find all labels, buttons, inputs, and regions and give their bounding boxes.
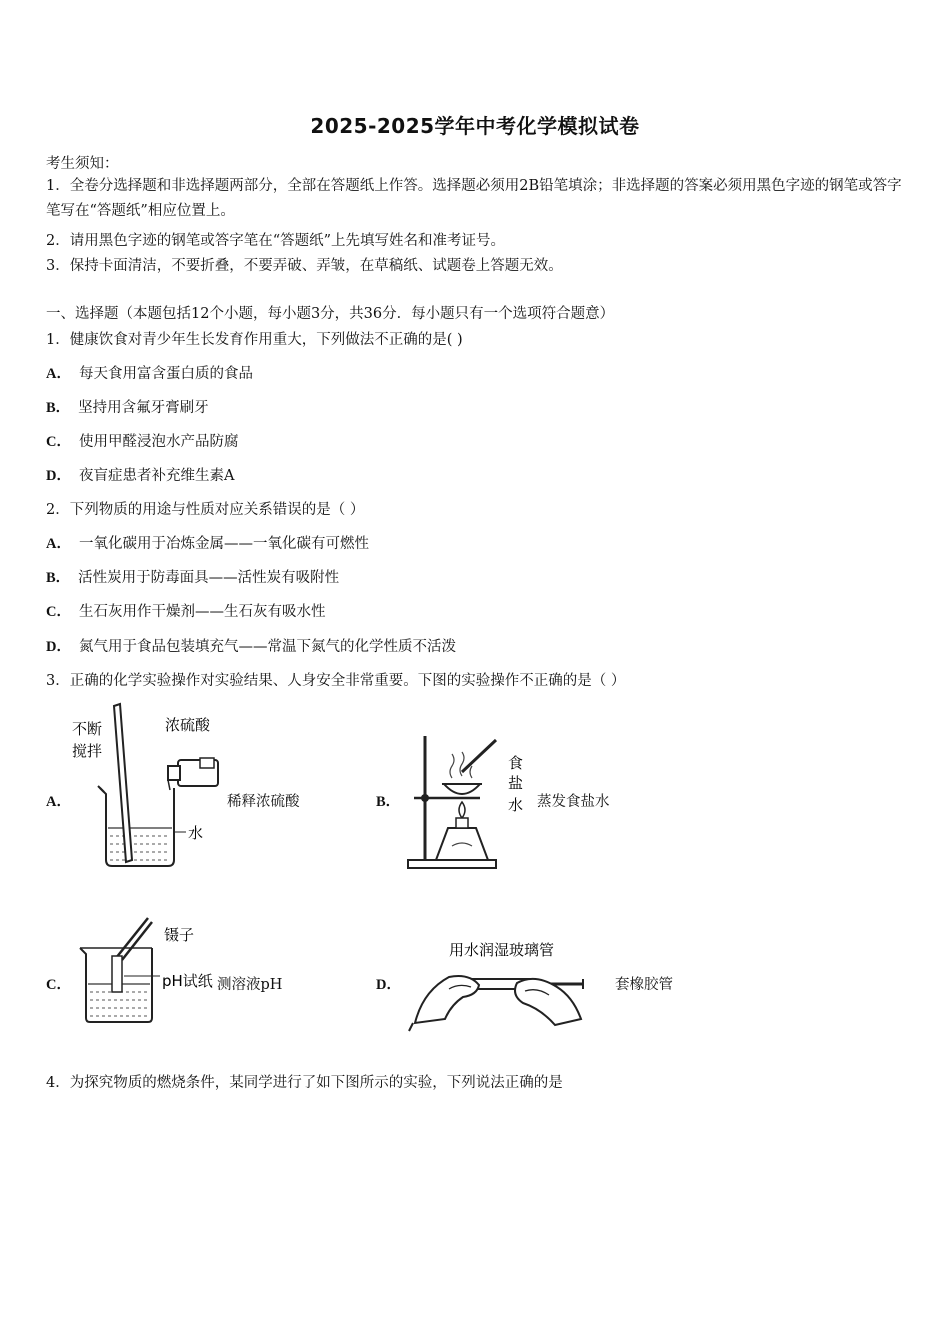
section-heading: 一、选择题（本题包括12个小题，每小题3分，共36分．每小题只有一个选项符合题意） bbox=[46, 306, 615, 322]
option-text: 一氧化碳用于冶炼金属——一氧化碳有可燃性 bbox=[78, 536, 369, 552]
question-2-stem: 2．下列物质的用途与性质对应关系错误的是（ ） bbox=[46, 502, 365, 518]
figure-c-label-tweezers: 镊子 bbox=[164, 926, 195, 944]
notice-item-1: 1．全卷分选择题和非选择题两部分，全部在答题纸上作答。选择题必须用2B铅笔填涂；非选择题的答案必须用黑色字迹的钢笔或答字笔写在“答题纸”相应位置上。 bbox=[46, 178, 902, 219]
figure-b-label-3: 水 bbox=[508, 796, 524, 814]
question-3-stem: 3．正确的化学实验操作对实验结果、人身安全非常重要。下图的实验操作不正确的是（ ） bbox=[46, 673, 626, 689]
page-title: 2025-2025学年中考化学模拟试卷 bbox=[310, 114, 640, 138]
notice-item-3: 3．保持卡面清洁，不要折叠，不要弄破、弄皱，在草稿纸、试题卷上答题无效。 bbox=[46, 258, 563, 274]
option-text: 活性炭用于防毒面具——活性炭有吸附性 bbox=[78, 570, 340, 586]
question-2-option-a bbox=[46, 532, 369, 553]
option-text: 使用甲醛浸泡水产品防腐 bbox=[78, 434, 239, 450]
figure-d-caption: 套橡胶管 bbox=[615, 977, 673, 993]
option-text: 坚持用含氟牙膏刷牙 bbox=[78, 400, 209, 416]
option-letter: C． bbox=[46, 434, 71, 450]
figure-c-caption: 测溶液pH bbox=[217, 977, 283, 993]
option-text: 夜盲症患者补充维生素A bbox=[78, 468, 235, 484]
option-text: 每天食用富含蛋白质的食品 bbox=[78, 366, 253, 382]
figure-a-label-stir-1: 不断 bbox=[72, 720, 103, 738]
option-letter: B． bbox=[46, 570, 71, 586]
figure-a-label-stir-2: 搅拌 bbox=[72, 742, 103, 760]
figure-d-diagram bbox=[405, 935, 605, 1031]
question-2-option-b bbox=[46, 566, 339, 587]
question-2-option-d bbox=[46, 635, 456, 656]
question-2-option-c bbox=[46, 600, 325, 621]
question-1-option-a bbox=[46, 362, 253, 383]
figure-d-letter: D． bbox=[376, 977, 401, 993]
figure-b-caption: 蒸发食盐水 bbox=[537, 794, 610, 810]
notice-item-2: 2．请用黑色字迹的钢笔或答字笔在“答题纸”上先填写姓名和准考证号。 bbox=[46, 233, 506, 249]
figure-a-label-acid: 浓硫酸 bbox=[165, 716, 211, 734]
notice-heading: 考生须知： bbox=[46, 156, 119, 172]
option-letter: D． bbox=[46, 468, 71, 484]
figure-a-label-water: 水 bbox=[188, 824, 204, 842]
figure-c-letter: C． bbox=[46, 977, 71, 993]
figure-a-diagram bbox=[70, 700, 230, 870]
figure-d-label: 用水润湿玻璃管 bbox=[449, 941, 555, 959]
question-1-option-b bbox=[46, 396, 209, 417]
question-1-option-d bbox=[46, 464, 234, 485]
option-letter: C． bbox=[46, 604, 71, 620]
option-letter: D． bbox=[46, 639, 71, 655]
option-letter: A． bbox=[46, 536, 71, 552]
figure-b-label-1: 食 bbox=[508, 754, 524, 772]
option-text: 生石灰用作干燥剂——生石灰有吸水性 bbox=[78, 604, 326, 620]
question-4-stem: 4．为探究物质的燃烧条件，某同学进行了如下图所示的实验，下列说法正确的是 bbox=[46, 1075, 563, 1091]
option-text: 氮气用于食品包装填充气——常温下氮气的化学性质不活泼 bbox=[78, 639, 456, 655]
figure-c-diagram bbox=[76, 910, 218, 1030]
figure-b-letter: B． bbox=[376, 794, 401, 810]
figure-b-label-2: 盐 bbox=[508, 774, 524, 792]
figure-c-label-ph-paper: pH试纸 bbox=[162, 972, 213, 990]
option-letter: A． bbox=[46, 366, 71, 382]
figure-a-caption: 稀释浓硫酸 bbox=[227, 794, 300, 810]
question-1-stem: 1．健康饮食对青少年生长发育作用重大，下列做法不正确的是( ) bbox=[46, 332, 463, 348]
figure-a-letter: A． bbox=[46, 794, 71, 810]
option-letter: B． bbox=[46, 400, 71, 416]
figure-b-diagram bbox=[400, 728, 530, 873]
question-1-option-c bbox=[46, 430, 238, 451]
